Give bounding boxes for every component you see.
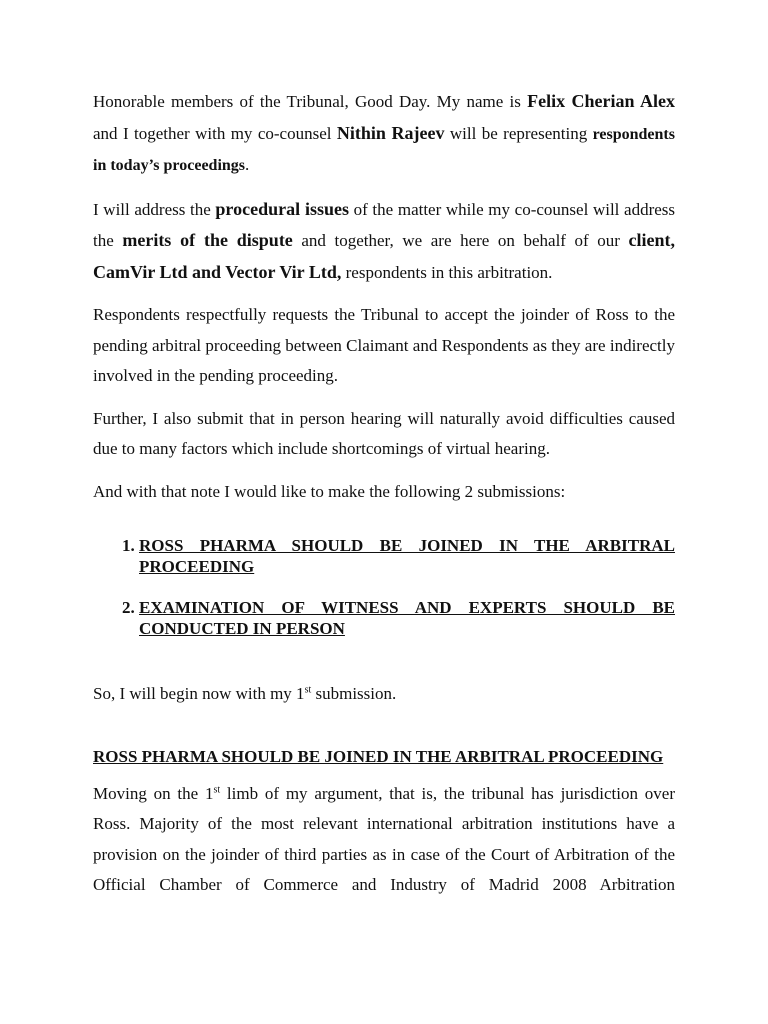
issues-text: respondents in this arbitration. [341, 262, 553, 282]
begin-text: So, I will begin now with my 1 [93, 684, 305, 703]
intro-text: . [245, 155, 250, 174]
intro-text: and I together with my co-counsel [93, 123, 337, 143]
co-counsel-name: Nithin Rajeev [336, 122, 445, 143]
intro-text: Honorable members of the Tribunal, Good Day. My name is [93, 92, 528, 111]
submissions-intro: And with that note I would like to make the following 2 submissions: [93, 481, 566, 501]
begin-text: submission. [311, 684, 397, 703]
argument-paragraph [93, 779, 675, 901]
submission-text: EXAMINATION OF WITNESS AND EXPERTS SHOULD BE CONDUCTED IN PERSON [139, 598, 675, 638]
submissions-list [93, 535, 675, 639]
hearing-paragraph: Further, I also submit that in person hearing will naturally avoid difficulties caused due to many factors which include shortcomings of virtual hearing. [93, 408, 675, 458]
argument-text: Moving on the 1 [93, 783, 214, 803]
issues-text: I will address the [93, 199, 216, 219]
merits-term: merits of the dispute [122, 230, 293, 250]
issues-text: and together, we are here on behalf of our [292, 231, 629, 250]
ordinal-suffix: st [304, 684, 312, 696]
intro-paragraph [93, 86, 675, 182]
intro-text: will be representing [444, 123, 593, 143]
submission-item [139, 535, 675, 577]
client-names: client, CamVir Ltd and Vector Vir Ltd, [93, 230, 675, 282]
intro-emphasis: respondents in today’s proceedings [93, 125, 675, 174]
ordinal-suffix: st [213, 783, 221, 795]
issues-text: of the matter while my co-counsel will address the [93, 199, 676, 250]
section-heading: ROSS PHARMA SHOULD BE JOINED IN THE ARBITRAL PROCEEDING [93, 746, 664, 766]
counsel-name: Felix Cherian Alex [527, 91, 675, 111]
submission-item [139, 597, 675, 639]
argument-text: limb of my argument, that is, the tribunal has jurisdiction over Ross. Majority of the most relevant international arbitration institutions have a provision on the joinder of third parties as in case of the Court of Arbitration of the Official Chamber of Commerce and Industry of Madrid 2008 Arbitration [93, 783, 675, 894]
procedural-issues-term: procedural issues [215, 198, 349, 219]
submission-text: ROSS PHARMA SHOULD BE JOINED IN THE ARBITRAL PROCEEDING [139, 536, 675, 576]
joinder-request-paragraph: Respondents respectfully requests the Tribunal to accept the joinder of Ross to the pending arbitral proceeding between Claimant and Respondents as they are indirectly involved in the pending proceeding. [93, 305, 675, 385]
issues-paragraph [93, 194, 675, 289]
begin-paragraph [93, 679, 675, 710]
